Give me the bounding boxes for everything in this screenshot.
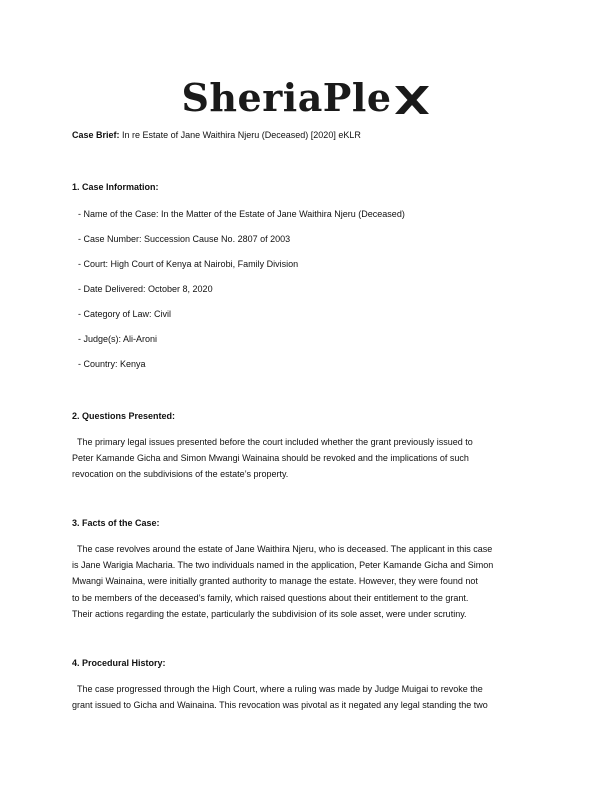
- list-item: - Court: High Court of Kenya at Nairobi, Family Division: [78, 259, 299, 269]
- logo-x-icon: [393, 81, 431, 119]
- paragraph-line: to be members of the deceased’s family, which raised questions about their entitlement to the grant.: [72, 592, 469, 603]
- list-item: - Name of the Case: In the Matter of the Estate of Jane Waithira Njeru (Deceased): [78, 209, 405, 219]
- paragraph-line: is Jane Warigia Macharia. The two individuals named in the application, Peter Kamande Gicha and Simon: [72, 560, 494, 571]
- case-brief-label: Case Brief:: [72, 130, 120, 140]
- paragraph-line: The case progressed through the High Court, where a ruling was made by Judge Muigai to revoke the: [77, 684, 483, 694]
- list-item: - Case Number: Succession Cause No. 2807 of 2003: [78, 234, 291, 244]
- paragraph-line: Their actions regarding the estate, particularly the subdivision of its sole asset, were under scrutiny.: [72, 608, 467, 619]
- facts-paragraph: [72, 541, 548, 622]
- section-heading-case-information: 1. Case Information:: [72, 182, 159, 192]
- sheriaplex-logo: [0, 74, 612, 122]
- paragraph-line: The primary legal issues presented before the court included whether the grant previously issued to: [77, 437, 473, 447]
- paragraph-line: Mwangi Wainaina, were initially granted authority to manage the estate. However, they were found not: [72, 576, 478, 587]
- paragraph-line: revocation on the subdivisions of the estate’s property.: [72, 469, 289, 480]
- section-heading-questions-presented: 2. Questions Presented:: [72, 411, 176, 421]
- history-paragraph: [72, 681, 548, 713]
- list-item: - Date Delivered: October 8, 2020: [78, 284, 213, 294]
- paragraph-line: grant issued to Gicha and Wainaina. This revocation was pivotal as it negated any legal standing the two: [72, 700, 488, 711]
- case-brief-title: In re Estate of Jane Waithira Njeru (Deceased) [2020] eKLR: [122, 130, 361, 140]
- paragraph-line: The case revolves around the estate of Jane Waithira Njeru, who is deceased. The applicant in this case: [77, 544, 493, 554]
- logo-wordmark: SheriaPle: [181, 75, 392, 120]
- list-item: - Category of Law: Civil: [78, 309, 172, 319]
- questions-paragraph: [72, 434, 548, 483]
- case-brief-line: [72, 129, 542, 142]
- list-item: - Judge(s): Ali-Aroni: [78, 334, 158, 344]
- section-heading-facts: 3. Facts of the Case:: [72, 518, 160, 528]
- section-heading-procedural-history: 4. Procedural History:: [72, 658, 166, 668]
- paragraph-line: Peter Kamande Gicha and Simon Mwangi Wainaina should be revoked and the implications of such: [72, 453, 469, 464]
- list-item: - Country: Kenya: [78, 359, 146, 369]
